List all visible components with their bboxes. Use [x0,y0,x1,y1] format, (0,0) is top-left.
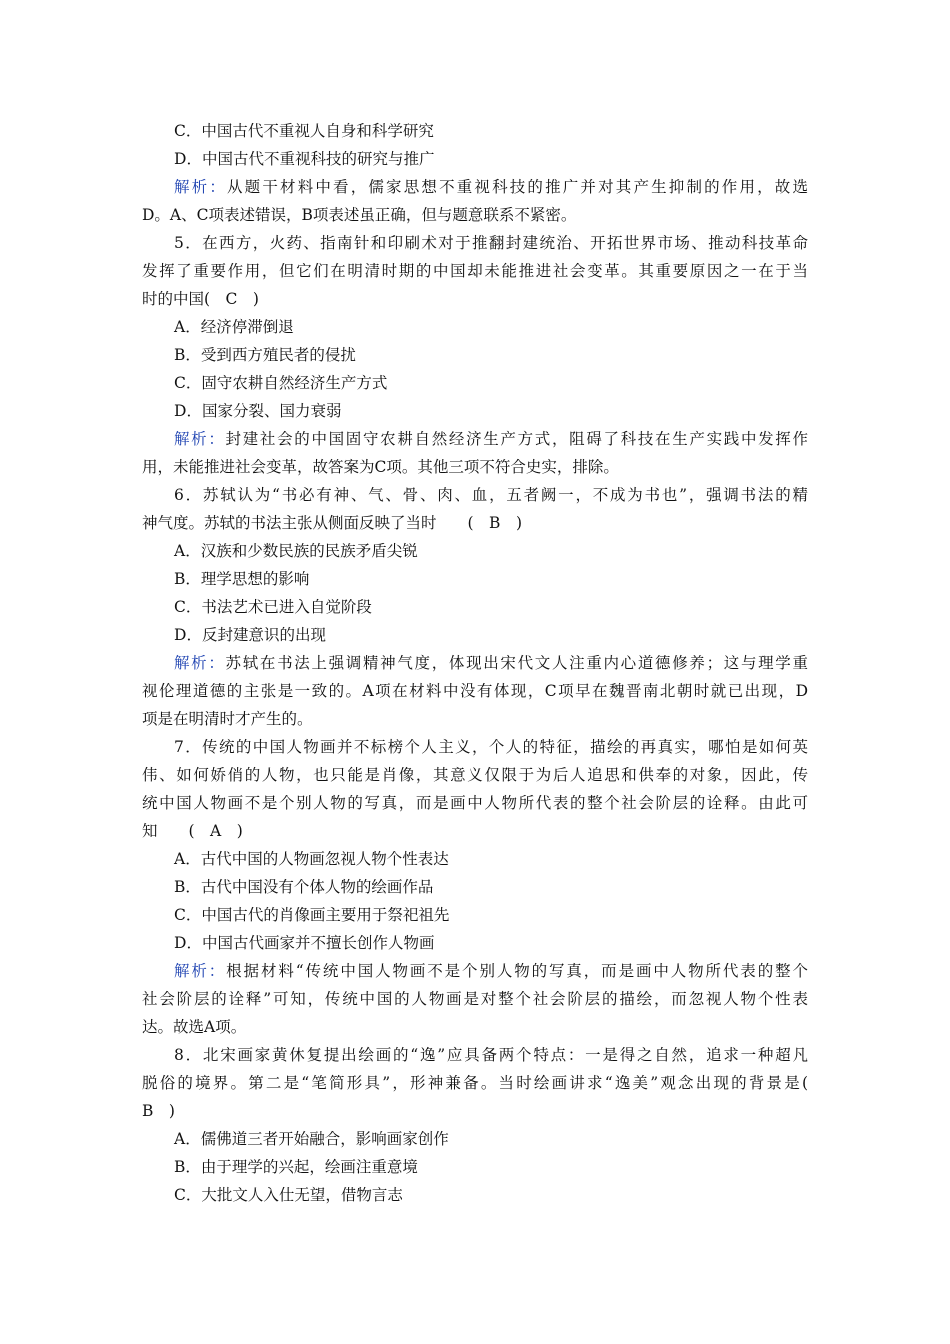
analysis-label: 解析： [174,654,226,672]
q5-analysis-line-2: 用，未能推进社会变革，故答案为C项。其他三项不符合史实，排除。 [142,458,619,476]
q7-analysis-line-2: 社会阶层的诠释”可知，传统中国的人物画是对整个社会阶层的描绘，而忽视人物个性表 [142,990,808,1008]
analysis-label: 解析： [174,962,227,980]
q8-option-a: A．儒佛道三者开始融合，影响画家创作 [174,1130,449,1148]
q8-stem-line-1: 8．北宋画家黄休复提出绘画的“逸”应具备两个特点：一是得之自然，追求一种超凡 [174,1046,808,1064]
q7-option-c: C．中国古代的肖像画主要用于祭祀祖先 [174,906,450,924]
q7-option-a: A．古代中国的人物画忽视人物个性表达 [174,850,449,868]
q6-stem-line-1: 6．苏轼认为“书必有神、气、骨、肉、血，五者阙一，不成为书也”，强调书法的精 [174,486,808,504]
q7-stem-line-1: 7．传统的中国人物画并不标榜个人主义，个人的特征，描绘的再真实，哪怕是如何英 [174,738,808,756]
q6-analysis-line-3: 项是在明清时才产生的。 [142,710,313,728]
q8-stem-line-2: 脱俗的境界。第二是“笔简形具”，形神兼备。当时绘画讲求“逸美”观念出现的背景是( [142,1074,808,1092]
q8-option-b: B．由于理学的兴起，绘画注重意境 [174,1158,418,1176]
q4-option-c: C．中国古代不重视人自身和科学研究 [174,122,434,140]
q7-analysis-line-3: 达。故选A项。 [142,1018,247,1036]
analysis-label: 解析： [174,178,228,196]
q5-stem-line-1: 5．在西方，火药、指南针和印刷术对于推翻封建统治、开拓世界市场、推动科技革命 [174,234,808,252]
q7-stem-line-2: 伟、如何娇俏的人物，也只能是肖像，其意义仅限于为后人追思和供奉的对象，因此，传 [142,766,808,784]
q5-option-a: A．经济停滞倒退 [174,318,294,336]
q4-option-d: D．中国古代不重视科技的研究与推广 [174,150,435,168]
q7-stem-line-3: 统中国人物画不是个别人物的写真，而是画中人物所代表的整个社会阶层的诠释。由此可 [142,794,808,812]
q7-analysis-line-1: 解析：根据材料“传统中国人物画不是个别人物的写真，而是画中人物所代表的整个 [174,962,808,980]
q4-analysis-line-2: D。A、C项表述错误，B项表述虽正确，但与题意联系不紧密。 [142,206,577,224]
q6-option-a: A．汉族和少数民族的民族矛盾尖锐 [174,542,418,560]
question-content [142,117,808,1209]
q8-stem-line-3: B ) [142,1102,175,1120]
q6-analysis-line-1: 解析：苏轼在书法上强调精神气度，体现出宋代文人注重内心道德修养；这与理学重 [174,654,808,672]
q6-option-b: B．理学思想的影响 [174,570,310,588]
q7-stem-line-4: 知 ( A ) [142,822,243,840]
q5-option-d: D．国家分裂、国力衰弱 [174,402,342,420]
q8-option-c: C．大批文人入仕无望，借物言志 [174,1186,403,1204]
q4-analysis-line-1: 解析：从题干材料中看，儒家思想不重视科技的推广并对其产生抑制的作用，故选 [174,178,808,196]
q6-option-d: D．反封建意识的出现 [174,626,326,644]
q5-stem-line-3: 时的中国( C ) [142,290,259,308]
analysis-label: 解析： [174,430,226,448]
q6-analysis-line-2: 视伦理道德的主张是一致的。A项在材料中没有体现，C项早在魏晋南北朝时就已出现，D [142,682,808,700]
q5-option-b: B．受到西方殖民者的侵扰 [174,346,356,364]
q5-stem-line-2: 发挥了重要作用，但它们在明清时期的中国却未能推进社会变革。其重要原因之一在于当 [142,262,808,280]
q5-analysis-line-1: 解析：封建社会的中国固守农耕自然经济生产方式，阻碍了科技在生产实践中发挥作 [174,430,808,448]
q6-option-c: C．书法艺术已进入自觉阶段 [174,598,372,616]
q6-stem-line-2: 神气度。苏轼的书法主张从侧面反映了当时 ( B ) [142,514,522,532]
q5-option-c: C．固守农耕自然经济生产方式 [174,374,388,392]
q7-option-b: B．古代中国没有个体人物的绘画作品 [174,878,434,896]
q7-option-d: D．中国古代画家并不擅长创作人物画 [174,934,435,952]
